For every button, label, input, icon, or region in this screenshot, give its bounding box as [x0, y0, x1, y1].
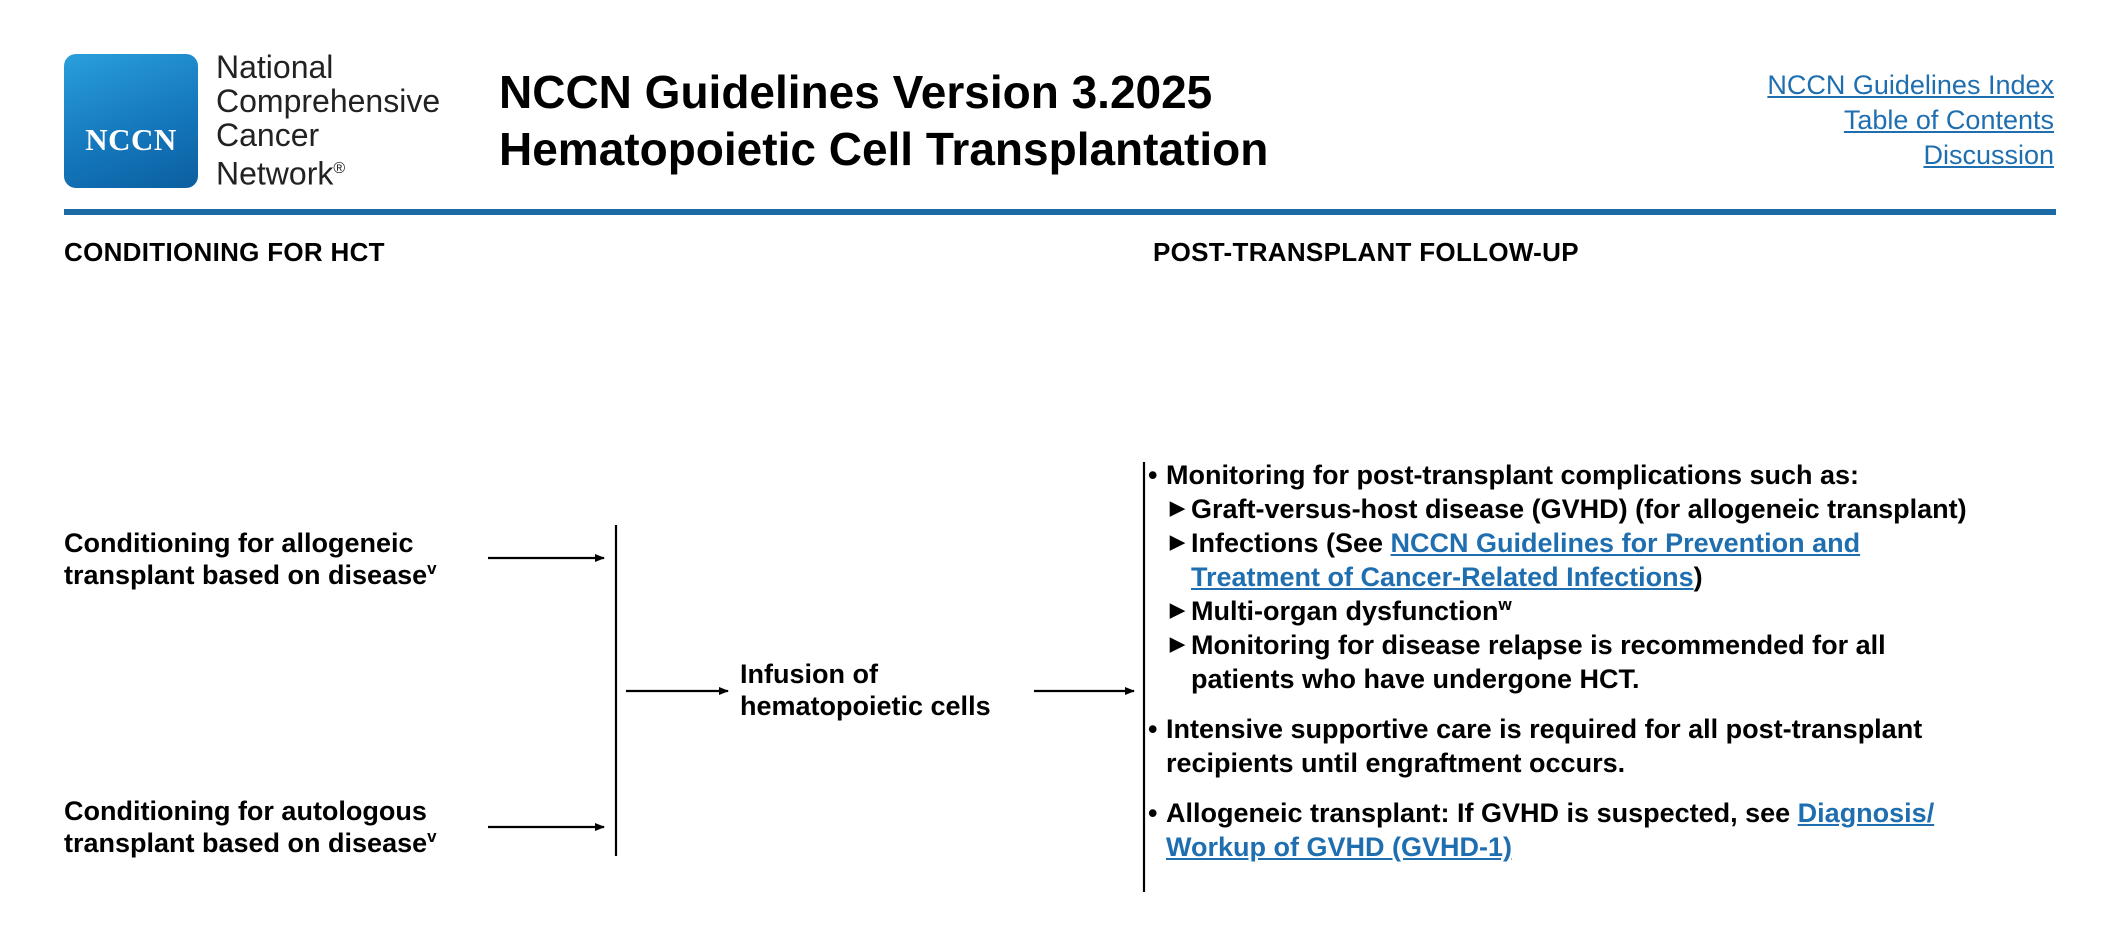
infusion-line1: Infusion of [740, 659, 878, 689]
list-item-supportive-care: • Intensive supportive care is required for all post-transplant [1148, 714, 1923, 744]
logo-word-cancer: Cancer [216, 117, 320, 153]
followup-list [1148, 458, 1967, 864]
allo-line2: transplant based on disease [64, 560, 428, 590]
discussion-link[interactable]: Discussion [1923, 140, 2054, 170]
registered-mark: ® [333, 160, 346, 177]
title-version: NCCN Guidelines Version 3.2025 [499, 66, 1213, 118]
allo-footnote[interactable]: v [427, 559, 437, 578]
list-item-supportive-care-cont: recipients until engraftment occurs. [1166, 748, 1626, 778]
logo-abbrev: NCCN [85, 122, 177, 157]
infections-guideline-link[interactable]: NCCN Guidelines for Prevention and [1390, 528, 1861, 558]
sub-item-gvhd: ▶ Graft-versus-host disease (GVHD) (for allogeneic transplant) [1170, 494, 1967, 524]
gvhd-diagnosis-link[interactable]: Diagnosis/ [1797, 798, 1935, 828]
multiorgan-footnote[interactable]: w [1498, 595, 1512, 614]
auto-line1: Conditioning for autologous [64, 796, 427, 826]
logo-word-national: National [216, 49, 334, 85]
bullet: • [1148, 798, 1158, 828]
triangle-bullet-icon: ▶ [1170, 532, 1185, 553]
bullet: • [1148, 714, 1158, 744]
allogeneic-conditioning-node [64, 527, 437, 591]
guidelines-index-link[interactable]: NCCN Guidelines Index [1767, 70, 2054, 100]
auto-footnote[interactable]: v [427, 827, 437, 846]
infusion-node [740, 658, 991, 722]
triangle-bullet-icon: ▶ [1170, 498, 1185, 519]
list-item-monitoring: • Monitoring for post-transplant complications such as: [1148, 460, 1860, 490]
logo-word-comprehensive: Comprehensive [216, 83, 441, 119]
triangle-bullet-icon: ▶ [1170, 600, 1185, 621]
infusion-line2: hematopoietic cells [740, 691, 991, 721]
gvhd-workup-link[interactable]: Workup of GVHD (GVHD-1) [1166, 832, 1512, 862]
sub-item-multiorgan: ▶ Multi-organ dysfunction$^w$ [1170, 595, 1512, 626]
sub-item-relapse: ▶ Monitoring for disease relapse is recommended for all [1170, 630, 1886, 660]
list-item-allogeneic-gvhd-cont [1148, 830, 1967, 864]
title-topic: Hematopoietic Cell Transplantation [499, 123, 1269, 175]
list-item-allogeneic-gvhd: • Allogeneic transplant: If GVHD is suspected, see Diagnosis/ [1148, 798, 1935, 828]
sub-item-infections: ▶ Infections (See NCCN Guidelines for Prevention and [1170, 528, 1861, 558]
auto-line2: transplant based on disease [64, 828, 428, 858]
table-of-contents-link[interactable]: Table of Contents [1843, 105, 2054, 135]
autologous-conditioning-node [64, 795, 437, 859]
sub-item-infections-cont: Treatment of Cancer-Related Infections) [1191, 562, 1703, 592]
section-heading-conditioning: CONDITIONING FOR HCT [64, 237, 385, 267]
bullet: • [1148, 460, 1158, 490]
allo-line1: Conditioning for allogeneic [64, 528, 414, 558]
triangle-bullet-icon: ▶ [1170, 634, 1185, 655]
section-heading-followup: POST-TRANSPLANT FOLLOW-UP [1153, 237, 1579, 267]
logo-word-network: Network [216, 155, 334, 192]
infections-guideline-link-cont[interactable]: Treatment of Cancer-Related Infections [1191, 562, 1694, 592]
sub-item-relapse-cont: patients who have undergone HCT. [1191, 664, 1640, 694]
